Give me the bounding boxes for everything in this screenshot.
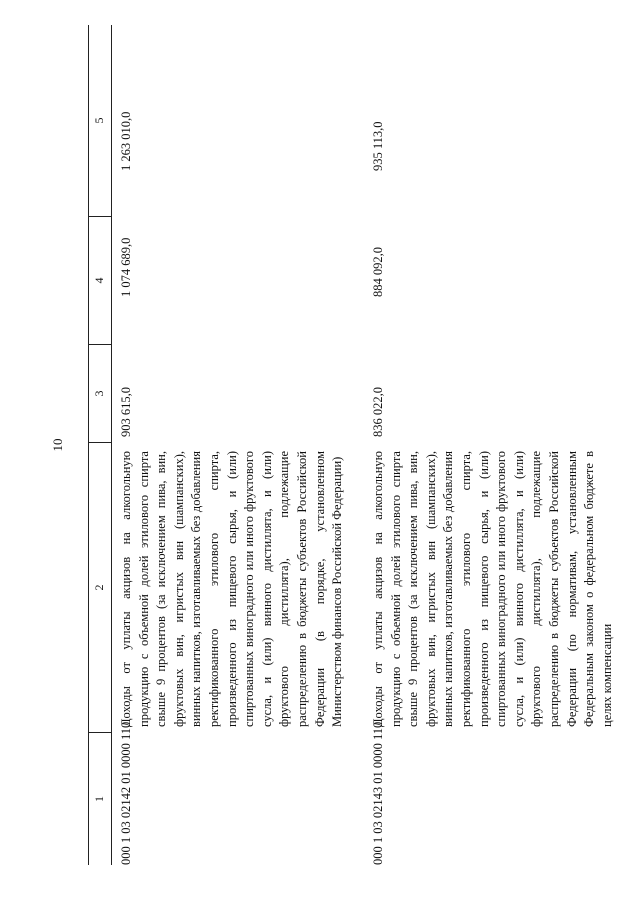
- amount-col-3: 836 022,0: [371, 387, 385, 437]
- table-row: [112, 25, 364, 865]
- budget-code: 000 1 03 02142 01 0000 110: [119, 721, 133, 865]
- table-row: [364, 25, 626, 865]
- page-number: 10: [50, 438, 65, 452]
- budget-code: 000 1 03 02143 01 0000 110: [371, 721, 385, 865]
- header-col-5: 5: [89, 25, 111, 217]
- amount-col-4: 1 074 689,0: [119, 237, 133, 297]
- rotated-page: [50, 25, 614, 865]
- income-description: Доходы от уплаты акцизов на алкогольную продукцию с объемной долей этилового спирта свыше 9 процентов (за исключением пива, вин, фруктовых вин, игристых вин (шампанских), винных напитков, изготавливаемых без добавления ректификованного этилового спирта, произведенного из пищевого сырья, и (или) спиртованных виноградного или иного фруктового сусла, и (или) винного дистиллята, и (или) фруктового дистиллята), подлежащие распределению в бюджеты субъектов Российской Федерации (в порядке, установленном Министерством финансов Российской Федерации): [119, 451, 345, 727]
- header-col-4: 4: [89, 217, 111, 345]
- table-header-row: [88, 25, 112, 865]
- amount-col-5: 935 113,0: [371, 121, 385, 171]
- header-col-2: 2: [89, 443, 111, 733]
- budget-table: [88, 25, 626, 865]
- header-col-1: 1: [92, 796, 106, 802]
- header-col-3: 3: [89, 345, 111, 443]
- amount-col-3: 903 615,0: [119, 387, 133, 437]
- income-description: Доходы от уплаты акцизов на алкогольную продукцию с объемной долей этилового спирта свыше 9 процентов (за исключением пива, вин, фруктовых вин, игристых вин (шампанских), винных напитков, изготавливаемых без добавления ректификованного этилового спирта, произведенного из пищевого сырья, и (или) спиртованных виноградного или иного фруктового сусла, и (или) винного дистиллята, и (или) фруктового дистиллята), подлежащие распределению в бюджеты субъектов Российской Федерации (по нормативам, установленным Федеральным законом о федеральном бюджете в целях компенсации: [371, 451, 614, 727]
- amount-col-5: 1 263 010,0: [119, 111, 133, 171]
- amount-col-4: 884 092,0: [371, 247, 385, 297]
